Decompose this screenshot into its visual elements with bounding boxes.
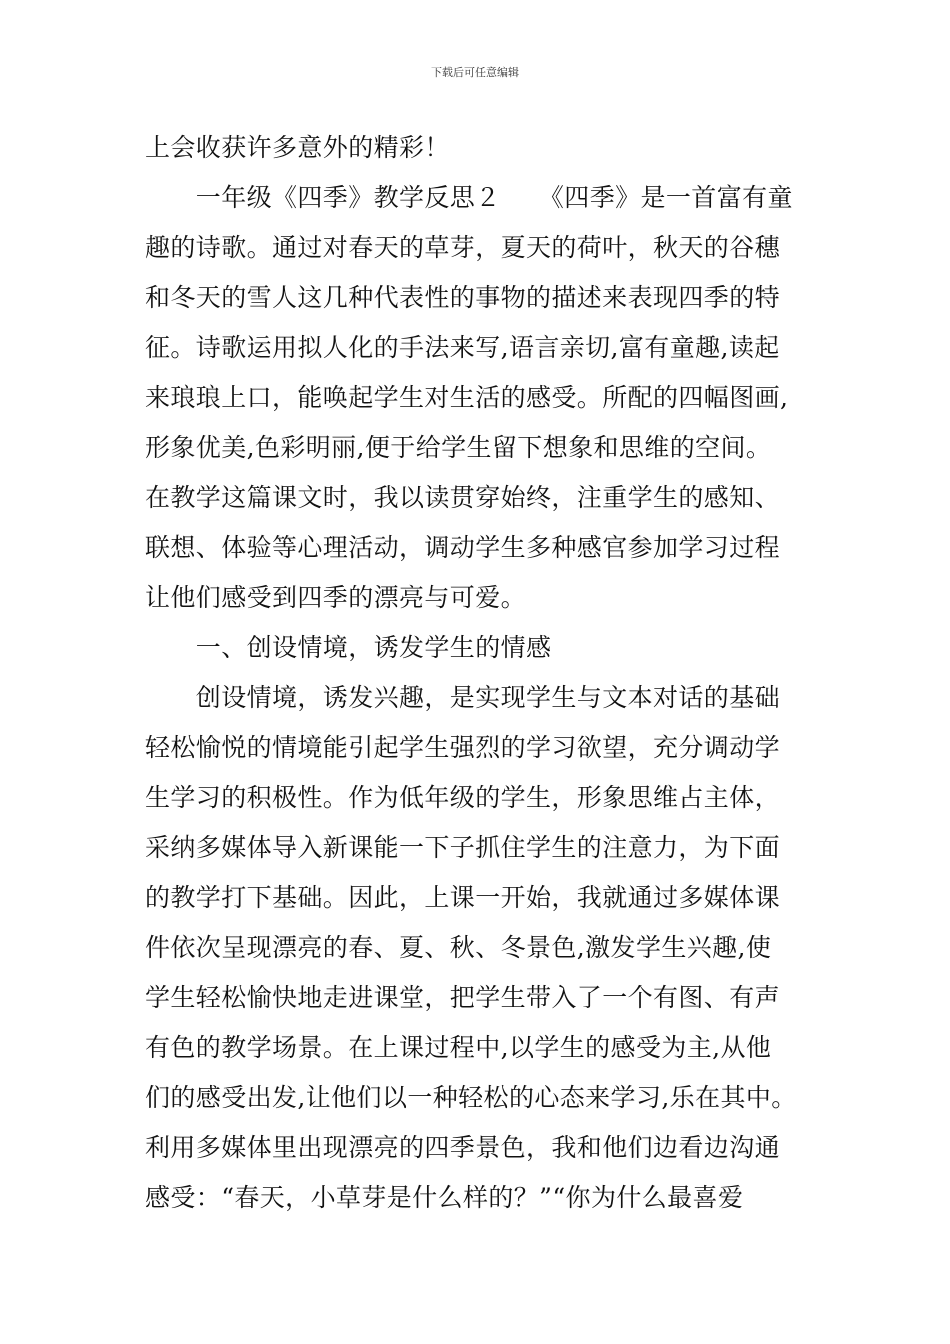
text-line: 形象优美,色彩明丽,便于给学生留下想象和思维的空间。: [145, 433, 772, 462]
text-line: 征。诗歌运用拟人化的手法来写,语言亲切,富有童趣,读起: [145, 333, 780, 362]
text-line: 的教学打下基础。因此，上课一开始，我就通过多媒体课: [145, 883, 781, 912]
text-line: 采纳多媒体导入新课能一下子抓住学生的注意力，为下面: [145, 833, 781, 862]
text-line: 创设情境，诱发兴趣，是实现学生与文本对话的基础: [145, 683, 781, 712]
text-line: 趣的诗歌。通过对春天的草芽，夏天的荷叶，秋天的谷穗: [145, 233, 781, 262]
text-line: 在教学这篇课文时，我以读贯穿始终，注重学生的感知、: [145, 483, 781, 512]
text-line: 来琅琅上口，能唤起学生对生活的感受。所配的四幅图画,: [145, 383, 789, 412]
section-heading: 一、创设情境，诱发学生的情感: [145, 633, 552, 662]
text-line: 利用多媒体里出现漂亮的四季景色，我和他们边看边沟通: [145, 1133, 781, 1162]
text-line: 有色的教学场景。在上课过程中,以学生的感受为主,从他: [145, 1033, 772, 1062]
text-line: 轻松愉悦的情境能引起学生强烈的学习欲望，充分调动学: [145, 733, 781, 762]
text-line: 们的感受出发,让他们以一种轻松的心态来学习,乐在其中。: [145, 1083, 797, 1112]
text-line: 一年级《四季》教学反思２ 《四季》是一首富有童: [145, 183, 793, 212]
text-line: 联想、体验等心理活动，调动学生多种感官参加学习过程: [145, 533, 781, 562]
text-line: 感受：“春天，小草芽是什么样的？”“你为什么最喜爱: [145, 1183, 744, 1212]
page-header: 下载后可任意编辑: [431, 66, 519, 79]
text-line: 上会收获许多意外的精彩！: [145, 133, 450, 162]
text-line: 让他们感受到四季的漂亮与可爱。: [145, 583, 527, 612]
text-line: 学生轻松愉快地走进课堂，把学生带入了一个有图、有声: [145, 983, 781, 1012]
text-line: 和冬天的雪人这几种代表性的事物的描述来表现四季的特: [145, 283, 781, 312]
text-line: 件依次呈现漂亮的春、夏、秋、冬景色,激发学生兴趣,使: [145, 933, 772, 962]
text-line: 生学习的积极性。作为低年级的学生，形象思维占主体，: [145, 783, 781, 812]
